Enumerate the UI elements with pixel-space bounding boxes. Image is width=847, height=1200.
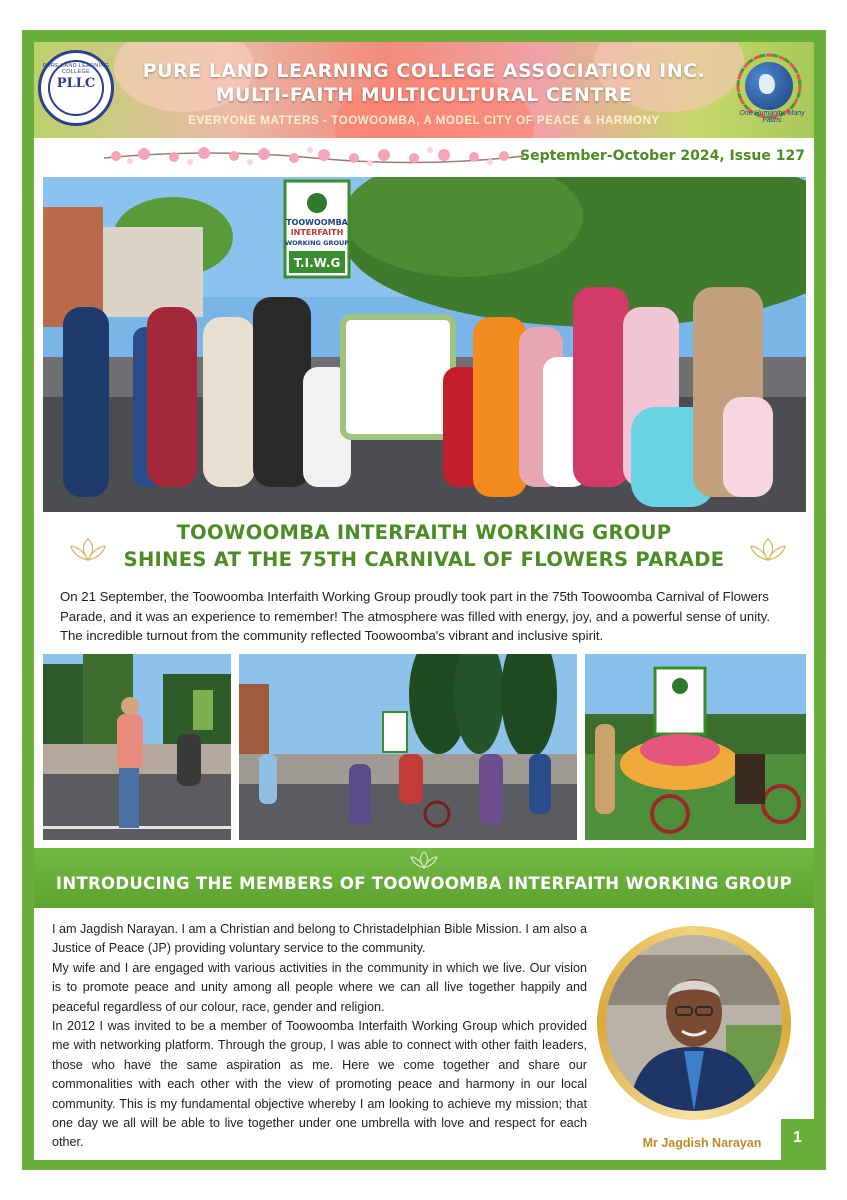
sign-text-1: TOOWOOMBA [286, 218, 348, 227]
seal-ring-text: PURE LAND LEARNING COLLEGE [42, 63, 110, 75]
sign-text-3: WORKING GROUP [284, 239, 350, 247]
org-name-line1: PURE LAND LEARNING COLLEGE ASSOCIATION INC. [142, 60, 706, 82]
blossom-garland-icon [104, 142, 524, 172]
sign-text-2: INTERFAITH [290, 228, 344, 237]
member-portrait [597, 926, 791, 1132]
bio-paragraph: In 2012 I was invited to be a member of Toowoomba Interfaith Working Group which provided me with networking platform. Through the group, I was able to connect with other faith leaders, those who have the same aspiration as me. Here we come together and share our commonalities with each other with the view of promoting peace and harmony in our local community. This is my fundamental objective whereby I am looking to achieve my mission; that one day we all will be able to live together under one umbrella with love and respect for each other. [52, 1019, 587, 1150]
globe-icon [745, 62, 793, 110]
issue-label: September-October 2024, Issue 127 [519, 148, 805, 164]
portrait-photo [606, 935, 782, 1111]
parade-group-photo [43, 177, 806, 512]
parade-photo-cart [239, 654, 577, 840]
lotus-icon [408, 851, 440, 869]
bio-paragraph: I am Jagdish Narayan. I am a Christian and belong to Christadelphian Bible Mission. I am also a Justice of Peace (JP) providing voluntary service to the community. [52, 922, 587, 956]
article-title-line2: SHINES AT THE 75TH CARNIVAL OF FLOWERS PARADE [123, 548, 725, 571]
bio-paragraph: My wife and I are engaged with various activities in the community in which we live. Our vision is to promote peace and unity among all people where we can all live together happily and peaceful regardless of our colour, race, gender and religion. [52, 960, 587, 1014]
article-body: On 21 September, the Toowoomba Interfaith Working Group proudly took part in the 75th Toowoomba Carnival of Flowers Parade, and it was an experience to remember! The atmosphere was filled with energy, joy, and a powerful sense of unity. The incredible turnout from the community reflected Toowoomba's vibrant and inclusive spirit. [60, 589, 771, 643]
portrait-caption: Mr Jagdish Narayan [642, 1136, 762, 1150]
globe-logo [735, 52, 809, 126]
header-banner [34, 42, 814, 138]
college-seal-icon [38, 50, 114, 126]
member-bio [52, 920, 587, 1153]
globe-motto: One Humanity, Many Faiths [739, 110, 805, 124]
sign-text-4: T.I.W.G [293, 256, 341, 270]
tagline: EVERYONE MATTERS - TOOWOOMBA, A MODEL CITY OF PEACE & HARMONY [188, 115, 660, 127]
members-section-title: INTRODUCING THE MEMBERS OF TOOWOOMBA INTERFAITH WORKING GROUP [55, 874, 793, 893]
parade-photo-float [585, 654, 806, 840]
page-number: 1 [781, 1119, 814, 1160]
parade-photo-walker [43, 654, 231, 840]
members-section-band [34, 848, 814, 908]
article-title-line1: TOOWOOMBA INTERFAITH WORKING GROUP [176, 521, 672, 544]
org-name-line2: MULTI-FAITH MULTICULTURAL CENTRE [215, 84, 633, 106]
seal-monogram: PLLC [56, 76, 96, 91]
